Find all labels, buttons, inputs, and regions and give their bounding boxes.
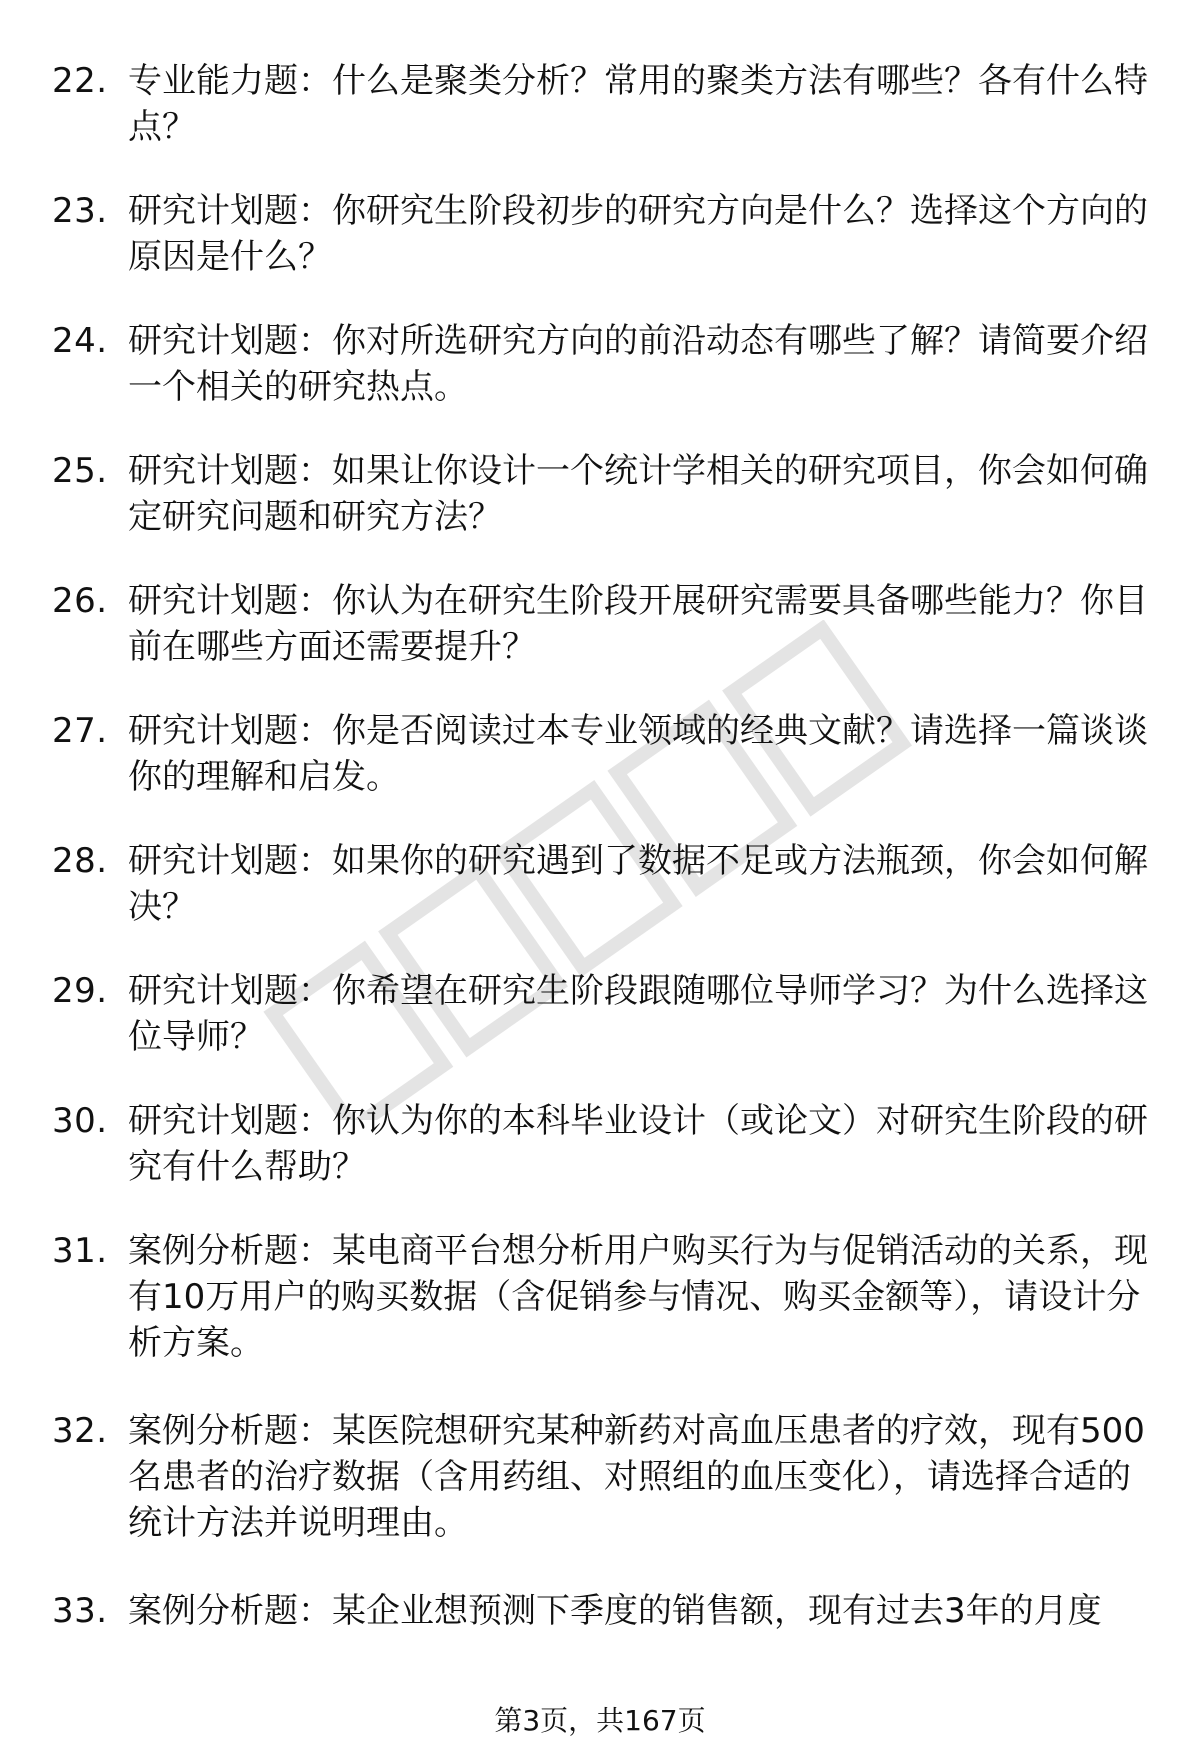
list-item	[52, 1228, 1152, 1408]
list-item	[52, 1588, 1152, 1718]
question-number: 31.	[52, 1231, 108, 1271]
question-text: 研究计划题：你对所选研究方向的前沿动态有哪些了解？请简要介绍一个相关的研究热点。	[128, 321, 1148, 407]
question-number: 28.	[52, 841, 108, 881]
page-footer: 第3页，共167页	[494, 1704, 706, 1737]
question-number: 23.	[52, 191, 108, 231]
list-item	[52, 578, 1152, 708]
question-text: 案例分析题：某电商平台想分析用户购买行为与促销活动的关系，现有10万用户的购买数据（含促销参与情况、购买金额等），请设计分析方案。	[128, 1231, 1148, 1363]
list-item	[52, 968, 1152, 1098]
question-number: 22.	[52, 61, 108, 101]
question-text: 研究计划题：你认为在研究生阶段开展研究需要具备哪些能力？你目前在哪些方面还需要提升？	[128, 581, 1148, 667]
question-list	[52, 58, 1152, 1718]
question-text: 研究计划题：你是否阅读过本专业领域的经典文献？请选择一篇谈谈你的理解和启发。	[128, 711, 1148, 797]
question-text: 研究计划题：如果让你设计一个统计学相关的研究项目，你会如何确定研究问题和研究方法？	[128, 451, 1148, 537]
question-number: 32.	[52, 1411, 108, 1451]
question-number: 27.	[52, 711, 108, 751]
question-number: 30.	[52, 1101, 108, 1141]
question-number: 26.	[52, 581, 108, 621]
question-text: 专业能力题：什么是聚类分析？常用的聚类方法有哪些？各有什么特点？	[128, 61, 1148, 147]
list-item	[52, 1408, 1152, 1588]
question-text: 研究计划题：你希望在研究生阶段跟随哪位导师学习？为什么选择这位导师？	[128, 971, 1148, 1057]
question-number: 25.	[52, 451, 108, 491]
question-number: 29.	[52, 971, 108, 1011]
question-number: 24.	[52, 321, 108, 361]
question-number: 33.	[52, 1591, 108, 1631]
question-text: 研究计划题：如果你的研究遇到了数据不足或方法瓶颈，你会如何解决？	[128, 841, 1148, 927]
list-item	[52, 318, 1152, 448]
list-item	[52, 1098, 1152, 1228]
list-item	[52, 448, 1152, 578]
list-item	[52, 838, 1152, 968]
question-text: 研究计划题：你研究生阶段初步的研究方向是什么？选择这个方向的原因是什么？	[128, 191, 1148, 277]
question-text: 案例分析题：某医院想研究某种新药对高血压患者的疗效，现有500名患者的治疗数据（含用药组、对照组的血压变化），请选择合适的统计方法并说明理由。	[128, 1411, 1145, 1543]
list-item	[52, 708, 1152, 838]
list-item	[52, 58, 1152, 188]
question-text: 研究计划题：你认为你的本科毕业设计（或论文）对研究生阶段的研究有什么帮助？	[128, 1101, 1148, 1187]
list-item	[52, 188, 1152, 318]
question-text: 案例分析题：某企业想预测下季度的销售额，现有过去3年的月度	[128, 1591, 1102, 1631]
